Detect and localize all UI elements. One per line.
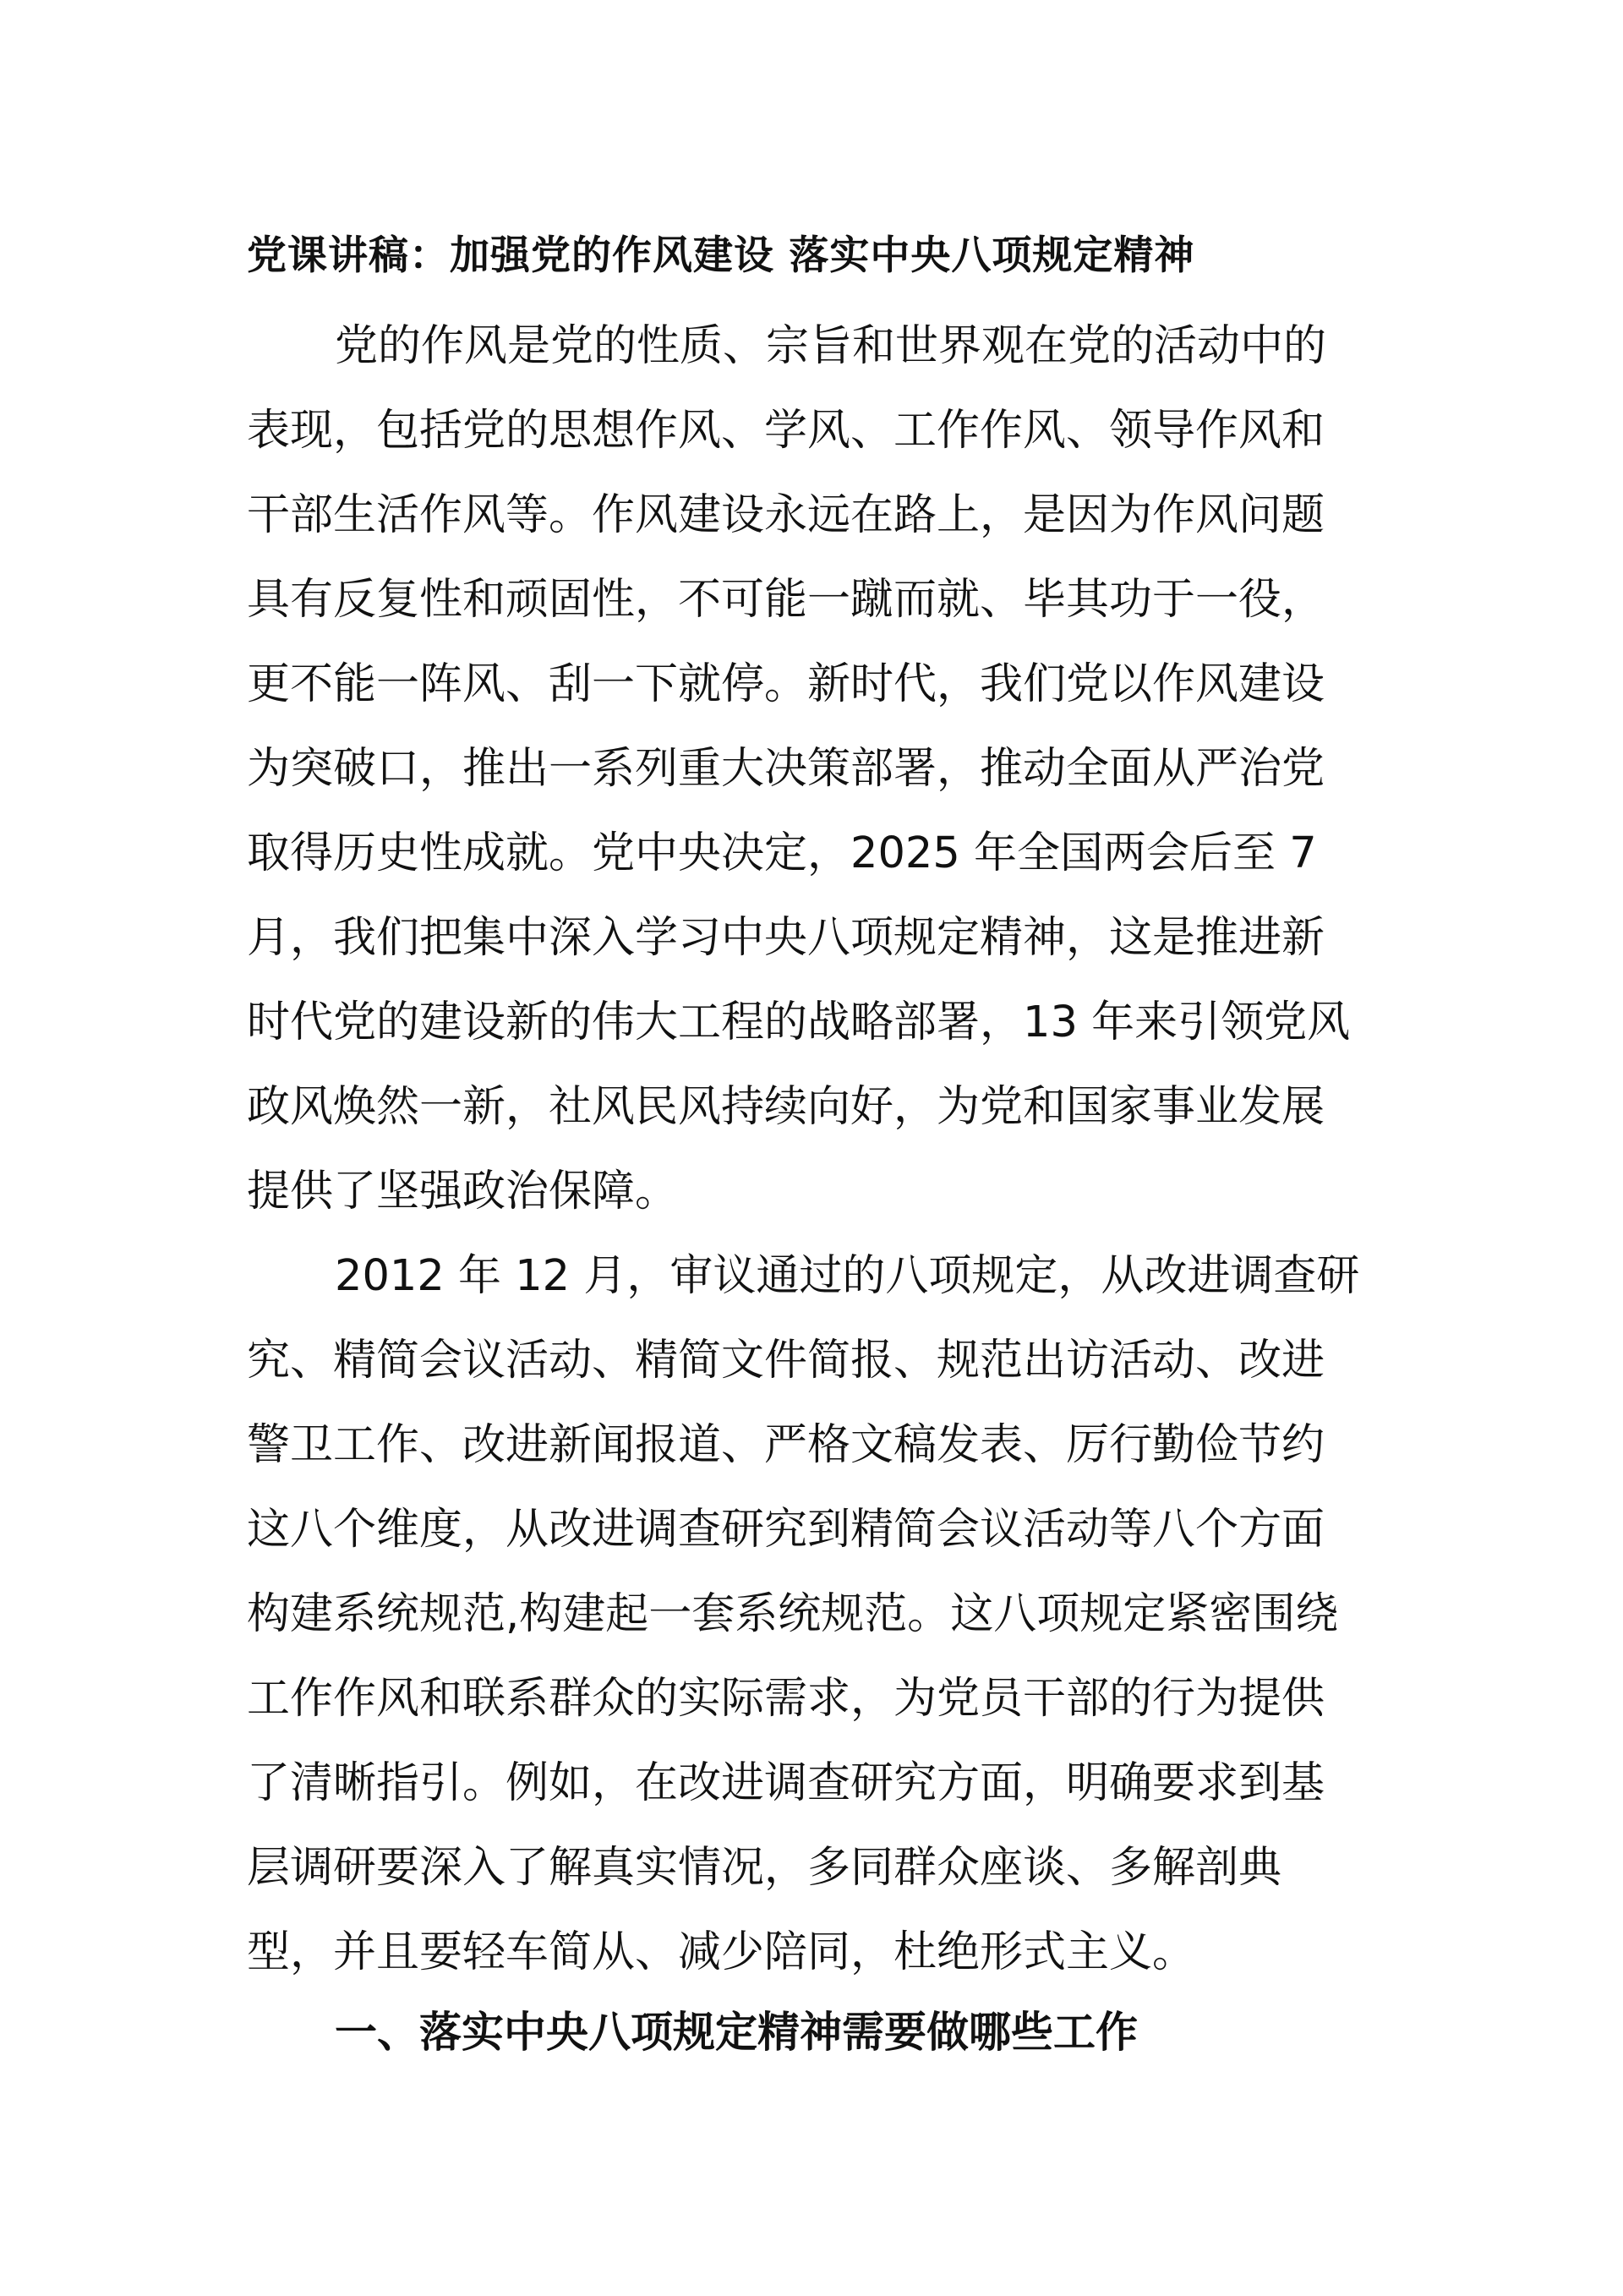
document-title: 党课讲稿：加强党的作风建设 落实中央八项规定精神 — [247, 232, 1195, 279]
paragraph-line: 型，并且要轻车简从、减少陪同，杜绝形式主义。 — [247, 1927, 1196, 1977]
paragraph-line: 政风焕然一新，社风民风持续向好，为党和国家事业发展 — [247, 1082, 1325, 1132]
paragraph-line: 干部生活作风等。作风建设永远在路上，是因为作风问题 — [247, 490, 1325, 540]
paragraph-line: 2012 年 12 月，审议通过的八项规定，从改进调查研 — [335, 1251, 1360, 1301]
paragraph-1 — [247, 304, 1396, 1234]
paragraph-line: 表现，包括党的思想作风、学风、工作作风、领导作风和 — [247, 406, 1325, 456]
paragraph-line: 究、精简会议活动、精简文件简报、规范出访活动、改进 — [247, 1336, 1325, 1386]
paragraph-line: 提供了坚强政治保障。 — [247, 1167, 679, 1216]
paragraph-line: 具有反复性和顽固性，不可能一蹴而就、毕其功于一役， — [247, 575, 1325, 625]
paragraph-line: 这八个维度，从改进调查研究到精简会议活动等八个方面 — [247, 1505, 1325, 1555]
paragraph-line: 警卫工作、改进新闻报道、严格文稿发表、厉行勤俭节约 — [247, 1420, 1325, 1470]
paragraph-line: 工作作风和联系群众的实际需求，为党员干部的行为提供 — [247, 1674, 1325, 1724]
paragraph-line: 月，我们把集中深入学习中央八项规定精神，这是推进新 — [247, 913, 1325, 963]
paragraph-line: 时代党的建设新的伟大工程的战略部署，13 年来引领党风 — [247, 998, 1351, 1047]
paragraph-line: 党的作风是党的性质、宗旨和世界观在党的活动中的 — [335, 321, 1327, 371]
paragraph-line: 更不能一阵风、刮一下就停。新时代，我们党以作风建设 — [247, 659, 1325, 709]
paragraph-line: 构建系统规范,构建起一套系统规范。这八项规定紧密围绕 — [247, 1589, 1339, 1639]
paragraph-line: 层调研要深入了解真实情况，多同群众座谈、多解剖典 — [247, 1843, 1282, 1893]
paragraph-line: 了清晰指引。例如，在改进调查研究方面，明确要求到基 — [247, 1758, 1325, 1808]
paragraph-line: 取得历史性成就。党中央决定，2025 年全国两会后至 7 — [247, 828, 1317, 878]
paragraph-2 — [247, 1234, 1396, 1995]
section-heading: 一、落实中央八项规定精神需要做哪些工作 — [335, 2008, 1138, 2057]
paragraph-line: 为突破口，推出一系列重大决策部署，推动全面从严治党 — [247, 744, 1325, 794]
